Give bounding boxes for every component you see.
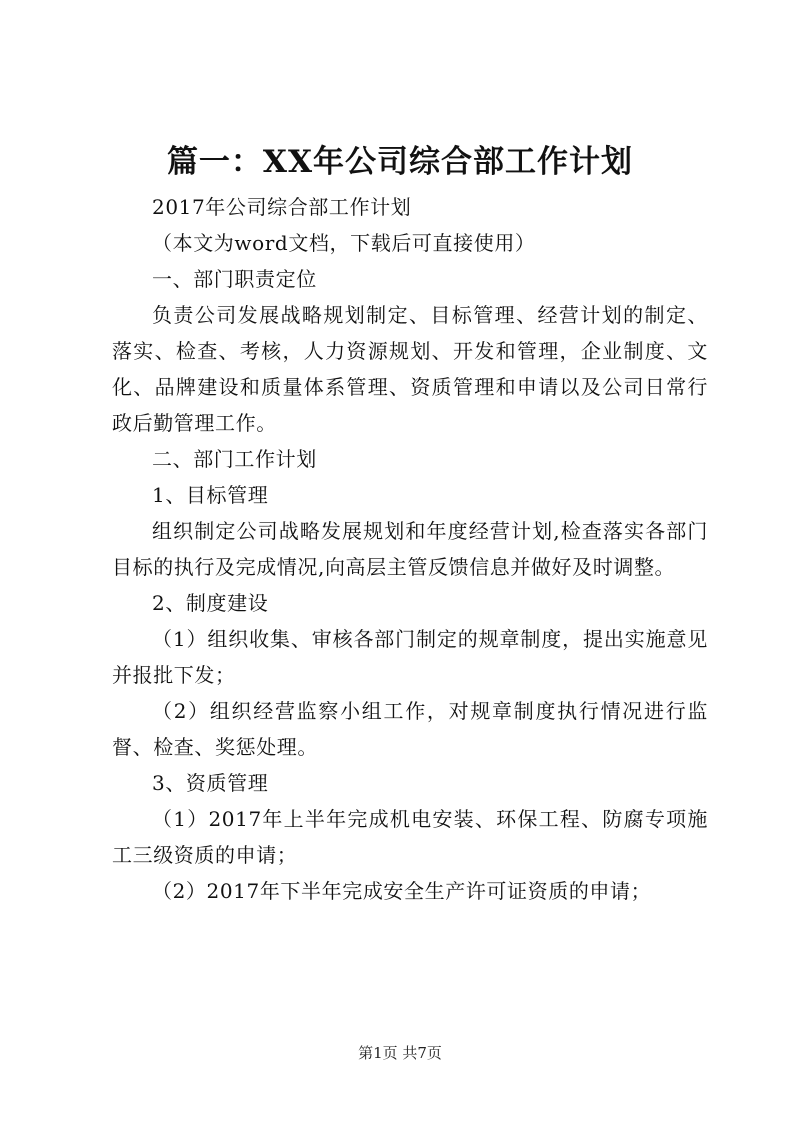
section-heading-1: 一、部门职责定位 (152, 267, 317, 291)
paragraph-duties: 负责公司发展战略规划制定、目标管理、经营计划的制定、落实、检查、考核，人力资源规划、开发和管理，企业制度、文化、品牌建设和质量体系管理、资质管理和申请以及公司日常行政后勤管理工作。 (112, 303, 708, 435)
subsection-heading-2: 2、制度建设 (152, 591, 269, 615)
paragraph-goal-management: 组织制定公司战略发展规划和年度经营计划,检查落实各部门目标的执行及完成情况,向高层主管反馈信息并做好及时调整。 (112, 519, 708, 579)
subsection-heading-3: 3、资质管理 (152, 771, 269, 795)
document-body (112, 189, 708, 909)
paragraph-note: （本文为word文档，下载后可直接使用） (152, 231, 536, 255)
paragraph-qualification-1: （1）2017年上半年完成机电安装、环保工程、防腐专项施工三级资质的申请； (112, 807, 708, 867)
document-title: 篇一：XX年公司综合部工作计划 (166, 144, 634, 180)
paragraph-system-1: （1）组织收集、审核各部门制定的规章制度，提出实施意见并报批下发； (112, 627, 708, 687)
paragraph-qualification-2: （2）2017年下半年完成安全生产许可证资质的申请； (152, 879, 652, 903)
paragraph-subtitle: 2017年公司综合部工作计划 (152, 195, 412, 219)
section-heading-2: 二、部门工作计划 (152, 447, 317, 471)
subsection-heading-1: 1、目标管理 (152, 483, 269, 507)
paragraph-system-2: （2）组织经营监察小组工作，对规章制度执行情况进行监督、检查、奖惩处理。 (112, 699, 708, 759)
page-footer: 第1页 共7页 (358, 1044, 442, 1062)
